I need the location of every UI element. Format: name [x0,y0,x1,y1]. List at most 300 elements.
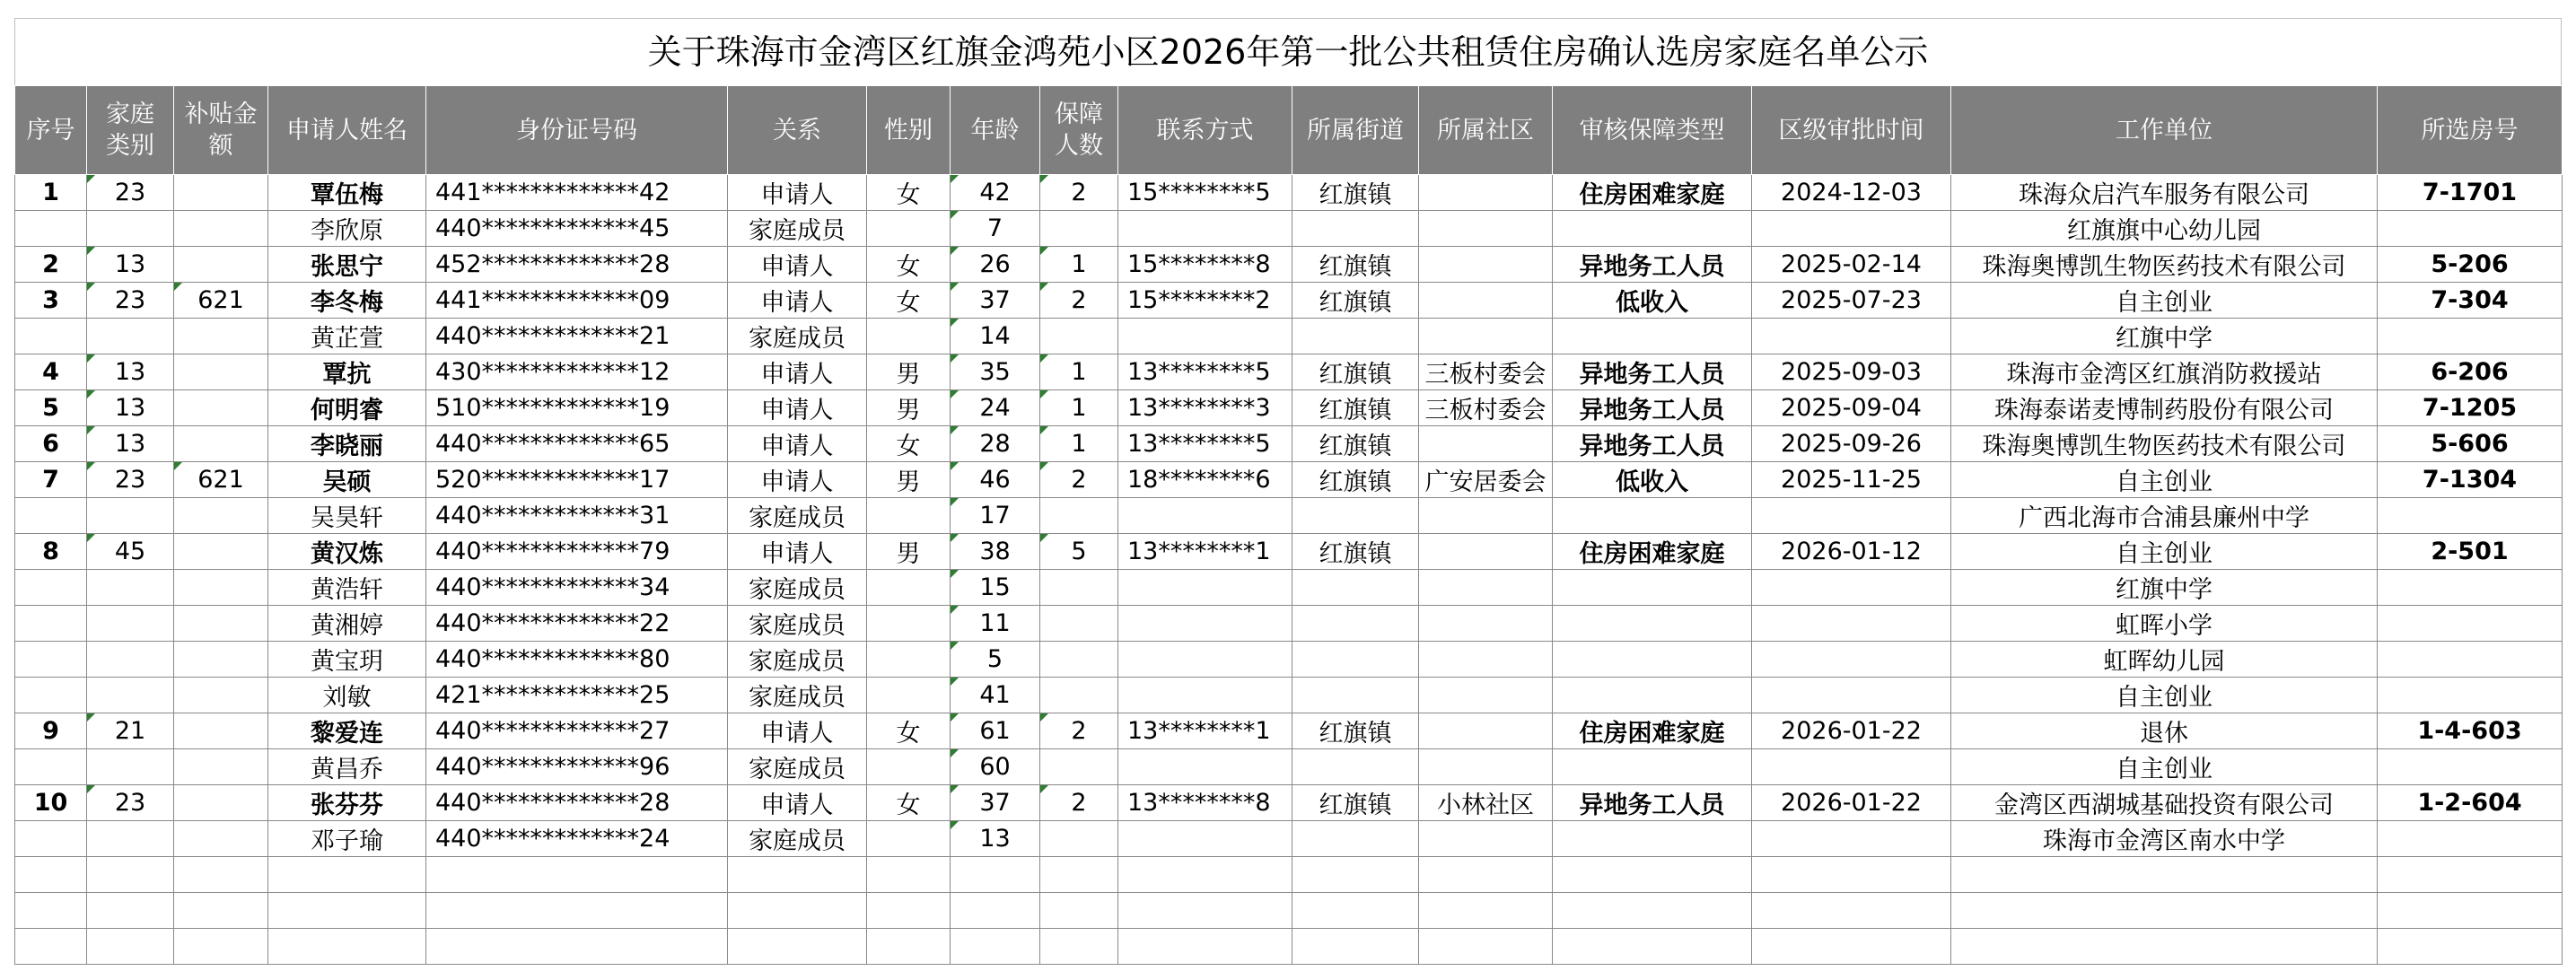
cell-family-type [87,893,174,929]
cell-age: 7 [951,211,1040,247]
cell-relation: 家庭成员 [728,606,867,642]
cell-review-type [1553,678,1752,713]
cell-index: 10 [15,785,87,821]
cell-family-type [87,211,174,247]
cell-subsidy [174,175,268,211]
cell-id-number [426,893,728,929]
cell-index [15,749,87,785]
cell-approval-date [1752,606,1951,642]
cell-relation: 家庭成员 [728,749,867,785]
cell-relation: 申请人 [728,354,867,390]
cell-covered-count: 2 [1040,462,1118,498]
cell-subsidy [174,534,268,570]
cell-community [1419,175,1553,211]
cell-contact: 18********6 [1118,462,1292,498]
cell-street [1292,749,1419,785]
cell-index: 9 [15,713,87,749]
cell-applicant-name: 吴昊轩 [268,498,426,534]
cell-approval-date: 2025-11-25 [1752,462,1951,498]
cell-review-type [1553,857,1752,893]
table-row [15,929,2563,965]
cell-review-type: 异地务工人员 [1553,354,1752,390]
cell-room-number: 7-1701 [2378,175,2563,211]
table-row [15,785,2563,821]
cell-review-type: 住房困难家庭 [1553,713,1752,749]
cell-relation: 申请人 [728,713,867,749]
cell-approval-date [1752,893,1951,929]
cell-review-type: 异地务工人员 [1553,426,1752,462]
cell-workplace: 珠海奥博凯生物医药技术有限公司 [1951,247,2378,283]
cell-index: 3 [15,283,87,319]
cell-subsidy [174,211,268,247]
cell-id-number: 421*************25 [426,678,728,713]
cell-covered-count: 5 [1040,534,1118,570]
cell-gender [867,606,951,642]
cell-family-type [87,857,174,893]
cell-approval-date [1752,929,1951,965]
cell-covered-count [1040,319,1118,354]
cell-community [1419,929,1553,965]
cell-contact: 13********8 [1118,785,1292,821]
cell-contact [1118,749,1292,785]
cell-relation: 申请人 [728,426,867,462]
cell-street: 红旗镇 [1292,426,1419,462]
cell-relation [728,857,867,893]
cell-id-number: 440*************21 [426,319,728,354]
cell-index [15,606,87,642]
cell-family-type: 23 [87,462,174,498]
cell-subsidy [174,426,268,462]
cell-street: 红旗镇 [1292,713,1419,749]
cell-street: 红旗镇 [1292,247,1419,283]
cell-subsidy [174,319,268,354]
cell-room-number [2378,678,2563,713]
cell-approval-date [1752,678,1951,713]
table-body [15,175,2563,965]
cell-index [15,678,87,713]
cell-covered-count [1040,642,1118,678]
cell-covered-count [1040,606,1118,642]
table-row [15,678,2563,713]
cell-covered-count [1040,211,1118,247]
cell-index: 2 [15,247,87,283]
cell-relation: 申请人 [728,390,867,426]
cell-subsidy [174,893,268,929]
cell-community [1419,570,1553,606]
cell-gender: 女 [867,785,951,821]
table-row [15,211,2563,247]
cell-index [15,642,87,678]
cell-contact [1118,498,1292,534]
cell-street: 红旗镇 [1292,534,1419,570]
cell-contact: 13********3 [1118,390,1292,426]
cell-street [1292,857,1419,893]
cell-age: 17 [951,498,1040,534]
cell-community [1419,319,1553,354]
cell-applicant-name: 覃伍梅 [268,175,426,211]
cell-family-type [87,749,174,785]
cell-review-type: 住房困难家庭 [1553,534,1752,570]
cell-relation [728,893,867,929]
cell-id-number: 440*************80 [426,642,728,678]
table-row [15,247,2563,283]
table-row [15,642,2563,678]
cell-street [1292,929,1419,965]
cell-contact: 13********1 [1118,713,1292,749]
cell-workplace [1951,893,2378,929]
cell-id-number [426,857,728,893]
cell-age [951,929,1040,965]
table-row [15,534,2563,570]
cell-workplace: 自主创业 [1951,462,2378,498]
cell-community [1419,857,1553,893]
cell-room-number: 1-4-603 [2378,713,2563,749]
cell-approval-date: 2025-09-26 [1752,426,1951,462]
cell-age: 38 [951,534,1040,570]
cell-street [1292,498,1419,534]
cell-community [1419,821,1553,857]
cell-age: 42 [951,175,1040,211]
cell-relation: 家庭成员 [728,821,867,857]
cell-index [15,211,87,247]
cell-gender [867,857,951,893]
cell-covered-count [1040,749,1118,785]
cell-index: 1 [15,175,87,211]
cell-approval-date: 2026-01-12 [1752,534,1951,570]
cell-index [15,857,87,893]
cell-relation: 申请人 [728,462,867,498]
cell-street: 红旗镇 [1292,785,1419,821]
cell-approval-date [1752,857,1951,893]
cell-subsidy [174,498,268,534]
cell-review-type [1553,319,1752,354]
cell-id-number: 441*************09 [426,283,728,319]
cell-relation: 家庭成员 [728,498,867,534]
cell-relation: 家庭成员 [728,642,867,678]
cell-gender [867,211,951,247]
cell-review-type: 住房困难家庭 [1553,175,1752,211]
cell-community [1419,498,1553,534]
header-subsidy: 补贴金 额 [174,86,268,175]
cell-workplace: 退休 [1951,713,2378,749]
cell-review-type [1553,498,1752,534]
cell-covered-count: 1 [1040,426,1118,462]
cell-age: 37 [951,283,1040,319]
table-row [15,606,2563,642]
cell-gender [867,749,951,785]
cell-age: 11 [951,606,1040,642]
cell-family-type [87,678,174,713]
cell-relation: 申请人 [728,534,867,570]
cell-workplace: 珠海众启汽车服务有限公司 [1951,175,2378,211]
cell-community: 三板村委会 [1419,390,1553,426]
cell-subsidy [174,570,268,606]
cell-id-number [426,929,728,965]
cell-id-number: 440*************28 [426,785,728,821]
cell-relation: 申请人 [728,785,867,821]
cell-approval-date: 2025-07-23 [1752,283,1951,319]
cell-age: 46 [951,462,1040,498]
cell-family-type: 45 [87,534,174,570]
cell-applicant-name: 李冬梅 [268,283,426,319]
cell-relation: 家庭成员 [728,319,867,354]
cell-community [1419,642,1553,678]
cell-gender: 男 [867,390,951,426]
header-applicant-name: 申请人姓名 [268,86,426,175]
cell-gender [867,498,951,534]
cell-applicant-name: 黄宝玥 [268,642,426,678]
cell-subsidy [174,642,268,678]
cell-gender [867,642,951,678]
cell-covered-count [1040,498,1118,534]
cell-contact [1118,821,1292,857]
cell-street: 红旗镇 [1292,283,1419,319]
cell-room-number: 6-206 [2378,354,2563,390]
cell-contact [1118,211,1292,247]
cell-gender: 女 [867,283,951,319]
cell-id-number: 440*************24 [426,821,728,857]
table-row [15,283,2563,319]
cell-family-type: 13 [87,354,174,390]
cell-age: 35 [951,354,1040,390]
cell-relation: 家庭成员 [728,570,867,606]
cell-covered-count: 2 [1040,283,1118,319]
cell-age: 15 [951,570,1040,606]
cell-relation [728,929,867,965]
cell-street [1292,570,1419,606]
cell-community [1419,893,1553,929]
cell-covered-count: 1 [1040,390,1118,426]
cell-street [1292,821,1419,857]
cell-index [15,821,87,857]
cell-applicant-name: 吴硕 [268,462,426,498]
cell-community [1419,247,1553,283]
cell-family-type [87,821,174,857]
cell-street [1292,642,1419,678]
header-covered-count: 保障 人数 [1040,86,1118,175]
cell-subsidy: 621 [174,462,268,498]
cell-contact: 13********5 [1118,354,1292,390]
cell-applicant-name [268,857,426,893]
cell-subsidy [174,785,268,821]
cell-id-number: 440*************34 [426,570,728,606]
cell-workplace: 珠海市金湾区南水中学 [1951,821,2378,857]
cell-room-number [2378,749,2563,785]
cell-id-number: 430*************12 [426,354,728,390]
cell-covered-count: 2 [1040,785,1118,821]
cell-applicant-name: 黄汉炼 [268,534,426,570]
cell-subsidy [174,247,268,283]
cell-workplace: 红旗中学 [1951,319,2378,354]
table-row [15,821,2563,857]
cell-age: 14 [951,319,1040,354]
header-id-number: 身份证号码 [426,86,728,175]
sheet-title: 关于珠海市金湾区红旗金鸿苑小区2026年第一批公共租赁住房确认选房家庭名单公示 [14,18,2562,85]
table-row [15,426,2563,462]
cell-family-type [87,642,174,678]
cell-workplace: 珠海奥博凯生物医药技术有限公司 [1951,426,2378,462]
cell-applicant-name: 李晓丽 [268,426,426,462]
cell-index: 8 [15,534,87,570]
cell-workplace: 自主创业 [1951,749,2378,785]
cell-gender [867,893,951,929]
cell-review-type [1553,642,1752,678]
cell-workplace: 红旗中学 [1951,570,2378,606]
cell-index: 5 [15,390,87,426]
cell-workplace [1951,929,2378,965]
cell-family-type: 23 [87,175,174,211]
cell-community: 广安居委会 [1419,462,1553,498]
cell-contact: 15********2 [1118,283,1292,319]
cell-contact [1118,678,1292,713]
cell-index [15,570,87,606]
cell-subsidy [174,749,268,785]
cell-gender [867,929,951,965]
cell-room-number: 7-304 [2378,283,2563,319]
cell-workplace: 红旗旗中心幼儿园 [1951,211,2378,247]
table-row [15,498,2563,534]
cell-contact [1118,893,1292,929]
cell-covered-count: 2 [1040,713,1118,749]
cell-review-type [1553,211,1752,247]
cell-review-type [1553,749,1752,785]
cell-room-number [2378,570,2563,606]
cell-covered-count: 2 [1040,175,1118,211]
cell-id-number: 440*************31 [426,498,728,534]
cell-workplace: 虹晖小学 [1951,606,2378,642]
cell-contact: 15********8 [1118,247,1292,283]
cell-applicant-name: 黄昌乔 [268,749,426,785]
cell-workplace [1951,857,2378,893]
cell-community [1419,606,1553,642]
cell-approval-date: 2026-01-22 [1752,713,1951,749]
cell-review-type [1553,821,1752,857]
notice-sheet [14,18,2562,965]
cell-community [1419,534,1553,570]
cell-review-type: 低收入 [1553,462,1752,498]
cell-community: 小林社区 [1419,785,1553,821]
cell-workplace: 珠海泰诺麦博制药股份有限公司 [1951,390,2378,426]
cell-family-type [87,570,174,606]
cell-street: 红旗镇 [1292,390,1419,426]
cell-family-type: 23 [87,785,174,821]
cell-room-number: 5-606 [2378,426,2563,462]
cell-gender [867,570,951,606]
cell-relation: 申请人 [728,283,867,319]
cell-contact: 15********5 [1118,175,1292,211]
cell-workplace: 珠海市金湾区红旗消防救援站 [1951,354,2378,390]
cell-family-type [87,606,174,642]
cell-relation: 申请人 [728,175,867,211]
cell-approval-date [1752,498,1951,534]
cell-index [15,893,87,929]
cell-approval-date [1752,570,1951,606]
cell-subsidy [174,606,268,642]
cell-age: 41 [951,678,1040,713]
cell-relation: 家庭成员 [728,211,867,247]
cell-community [1419,283,1553,319]
header-street: 所属街道 [1292,86,1419,175]
cell-applicant-name: 张思宁 [268,247,426,283]
cell-covered-count [1040,821,1118,857]
cell-age [951,893,1040,929]
cell-subsidy: 621 [174,283,268,319]
cell-subsidy [174,354,268,390]
cell-relation: 家庭成员 [728,678,867,713]
cell-applicant-name [268,929,426,965]
cell-applicant-name: 张芬芬 [268,785,426,821]
cell-community: 三板村委会 [1419,354,1553,390]
cell-room-number [2378,929,2563,965]
cell-workplace: 自主创业 [1951,534,2378,570]
cell-room-number [2378,642,2563,678]
cell-gender: 男 [867,534,951,570]
cell-community [1419,713,1553,749]
cell-age: 5 [951,642,1040,678]
cell-covered-count: 1 [1040,247,1118,283]
cell-age: 28 [951,426,1040,462]
cell-subsidy [174,678,268,713]
table-row [15,175,2563,211]
cell-contact [1118,570,1292,606]
cell-family-type [87,319,174,354]
cell-room-number [2378,498,2563,534]
cell-family-type: 13 [87,426,174,462]
cell-covered-count [1040,929,1118,965]
cell-approval-date [1752,319,1951,354]
cell-approval-date [1752,211,1951,247]
cell-id-number: 520*************17 [426,462,728,498]
cell-applicant-name [268,893,426,929]
cell-age: 60 [951,749,1040,785]
cell-covered-count [1040,570,1118,606]
cell-subsidy [174,821,268,857]
cell-applicant-name: 黎爱连 [268,713,426,749]
cell-contact [1118,606,1292,642]
cell-review-type: 异地务工人员 [1553,785,1752,821]
cell-age: 13 [951,821,1040,857]
cell-applicant-name: 黄湘婷 [268,606,426,642]
cell-family-type [87,498,174,534]
cell-subsidy [174,857,268,893]
header-gender: 性别 [867,86,951,175]
table-row [15,713,2563,749]
header-workplace: 工作单位 [1951,86,2378,175]
cell-community [1419,749,1553,785]
header-community: 所属社区 [1419,86,1553,175]
cell-gender [867,678,951,713]
cell-applicant-name: 李欣原 [268,211,426,247]
cell-id-number: 440*************65 [426,426,728,462]
cell-index [15,498,87,534]
cell-room-number: 7-1304 [2378,462,2563,498]
cell-family-type: 21 [87,713,174,749]
family-list-table [14,85,2563,965]
cell-contact [1118,929,1292,965]
cell-id-number: 440*************96 [426,749,728,785]
header-row [15,86,2563,175]
table-row [15,857,2563,893]
cell-index [15,929,87,965]
cell-room-number: 1-2-604 [2378,785,2563,821]
cell-street [1292,606,1419,642]
cell-room-number: 7-1205 [2378,390,2563,426]
cell-room-number [2378,319,2563,354]
cell-gender: 女 [867,713,951,749]
cell-gender: 女 [867,247,951,283]
cell-contact: 13********5 [1118,426,1292,462]
cell-review-type [1553,606,1752,642]
